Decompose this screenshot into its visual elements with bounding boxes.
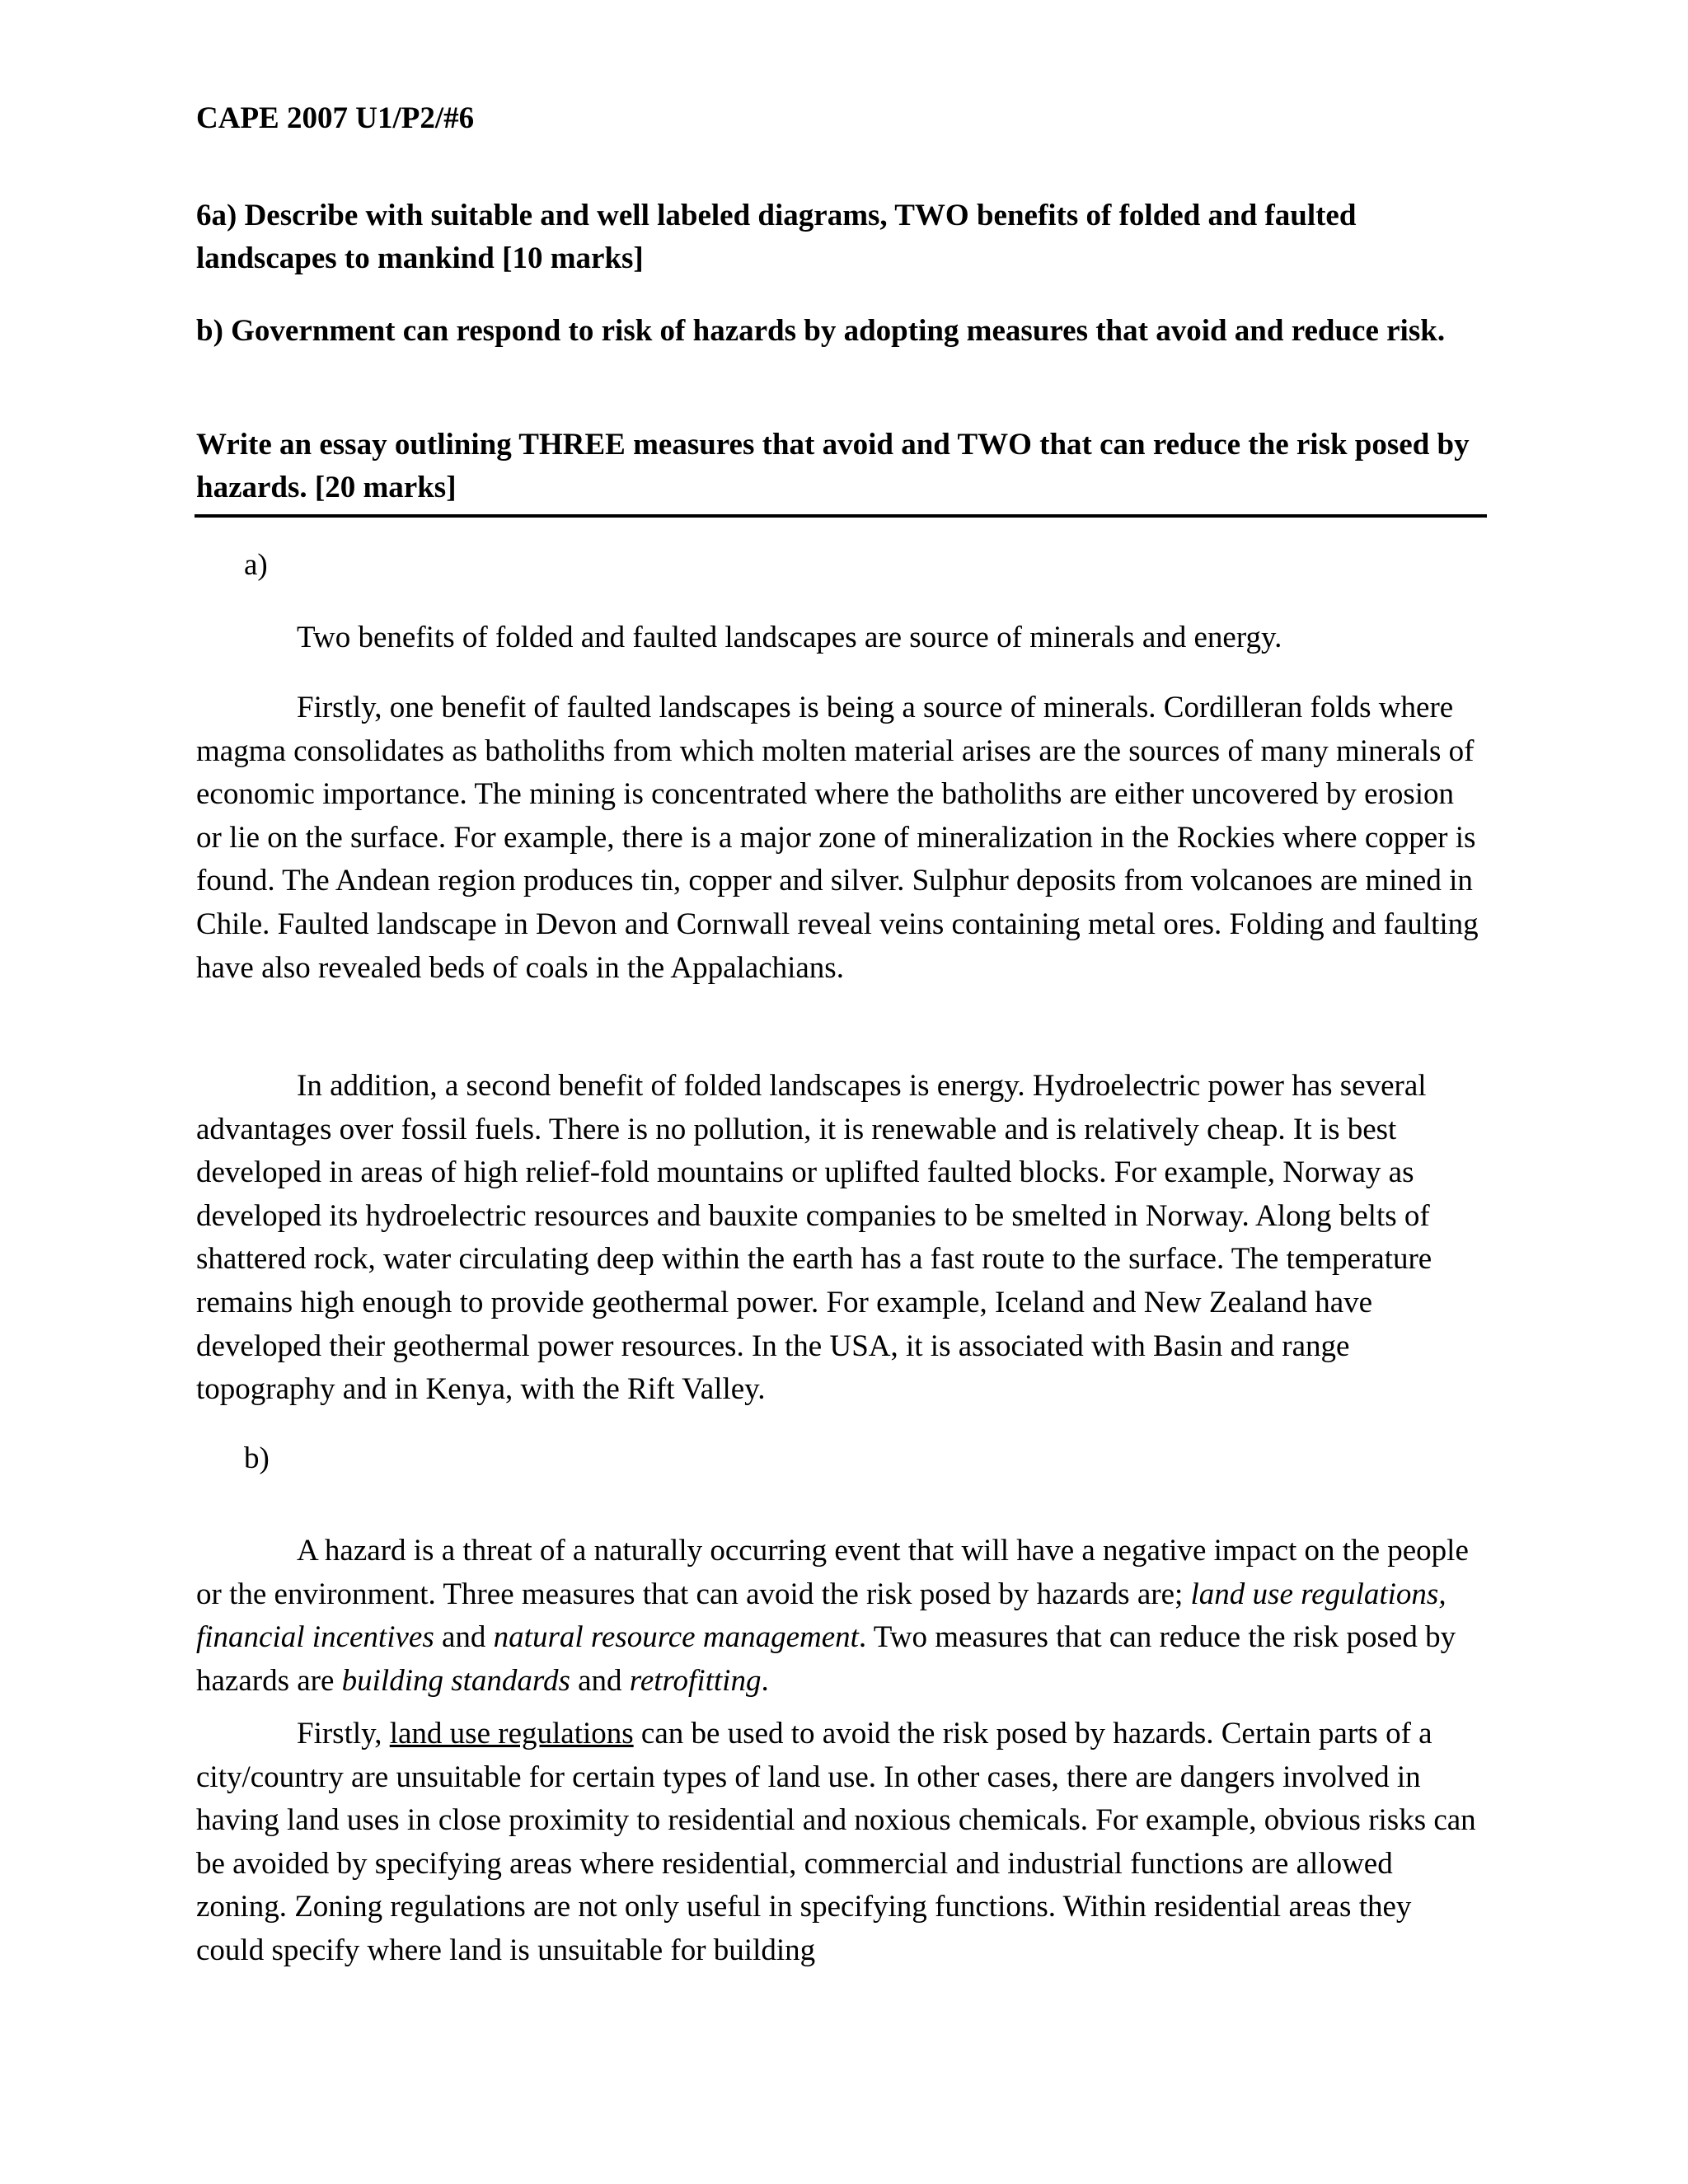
- answer-b-land-use-paragraph: [196, 1713, 1482, 1973]
- answer-a-minerals-paragraph: Firstly, one benefit of faulted landscapes is being a source of minerals. Cordilleran folds where magma consolidates as batholiths from which molten material arises are the sources of many minerals of economic importance. The mining is concentrated where the batholiths are either uncovered by erosion or lie on the surface. For example, there is a major zone of mineralization in the Rockies where copper is found. The Andean region produces tin, copper and silver. Sulphur deposits from volcanoes are mined in Chile. Faulted landscape in Devon and Cornwall reveal veins containing metal ores. Folding and faulting have also revealed beds of coals in the Appalachians.: [196, 691, 1479, 985]
- answer-b-land-use-text-2: can be used to avoid the risk posed by hazards. Certain parts of a city/country are unsuitable for certain types of land use. In other cases, there are dangers involved in having land uses in close proximity to residential and noxious chemicals. For example, obvious risks can be avoided by specifying areas where residential, commercial and industrial functions are allowed zoning. Zoning regulations are not only useful in specifying functions. Within residential areas they could specify where land is unsuitable for building: [196, 1717, 1476, 1967]
- answer-b-land-use-underline: land use regulations: [389, 1717, 634, 1750]
- question-6a: 6a) Describe with suitable and well labeled diagrams, TWO benefits of folded and faulted landscapes to mankind [10 marks]: [196, 199, 1357, 275]
- answer-b-intro-text-5: .: [761, 1663, 769, 1698]
- question-6b-task: Write an essay outlining THREE measures that avoid and TWO that can reduce the risk posed by hazards. [20 marks]: [196, 428, 1470, 504]
- answer-b-intro-text-2: and: [434, 1620, 494, 1655]
- answer-b-intro-text-3: . Two measures that can reduce the risk posed by hazards are: [196, 1620, 1456, 1698]
- answer-b-intro-emphasis-2: natural resource management: [493, 1620, 859, 1655]
- section-divider: [195, 514, 1487, 518]
- answer-b-intro-emphasis-3: building standards: [341, 1663, 570, 1698]
- answer-b-intro-text-4: and: [570, 1663, 630, 1698]
- answer-a-intro: Two benefits of folded and faulted landscapes are source of minerals and energy.: [297, 621, 1282, 654]
- document-title: CAPE 2007 U1/P2/#6: [196, 101, 475, 135]
- answer-a-label: a): [244, 548, 268, 582]
- answer-b-label: b): [244, 1441, 270, 1475]
- question-6b: b) Government can respond to risk of hazards by adopting measures that avoid and reduce risk.: [196, 314, 1446, 348]
- answer-b-intro-emphasis-1: land use regulations, financial incentives: [196, 1577, 1447, 1655]
- answer-b-land-use-text-1: Firstly,: [297, 1717, 390, 1750]
- answer-a-energy-paragraph: In addition, a second benefit of folded landscapes is energy. Hydroelectric power has several advantages over fossil fuels. There is no pollution, it is renewable and is relatively cheap. It is best developed in areas of high relief-fold mountains or uplifted faulted blocks. For example, Norway as developed its hydroelectric resources and bauxite companies to be smelted in Norway. Along belts of shattered rock, water circulating deep within the earth has a fast route to the surface. The temperature remains high enough to provide geothermal power. For example, Iceland and New Zealand have developed their geothermal power resources. In the USA, it is associated with Basin and range topography and in Kenya, with the Rift Valley.: [196, 1069, 1432, 1407]
- answer-b-intro: [196, 1530, 1482, 1703]
- answer-b-intro-emphasis-4: retrofitting: [629, 1663, 762, 1698]
- answer-b-intro-text-1: A hazard is a threat of a naturally occurring event that will have a negative impact on the people or the environment. Three measures that can avoid the risk posed by hazards are;: [196, 1534, 1469, 1611]
